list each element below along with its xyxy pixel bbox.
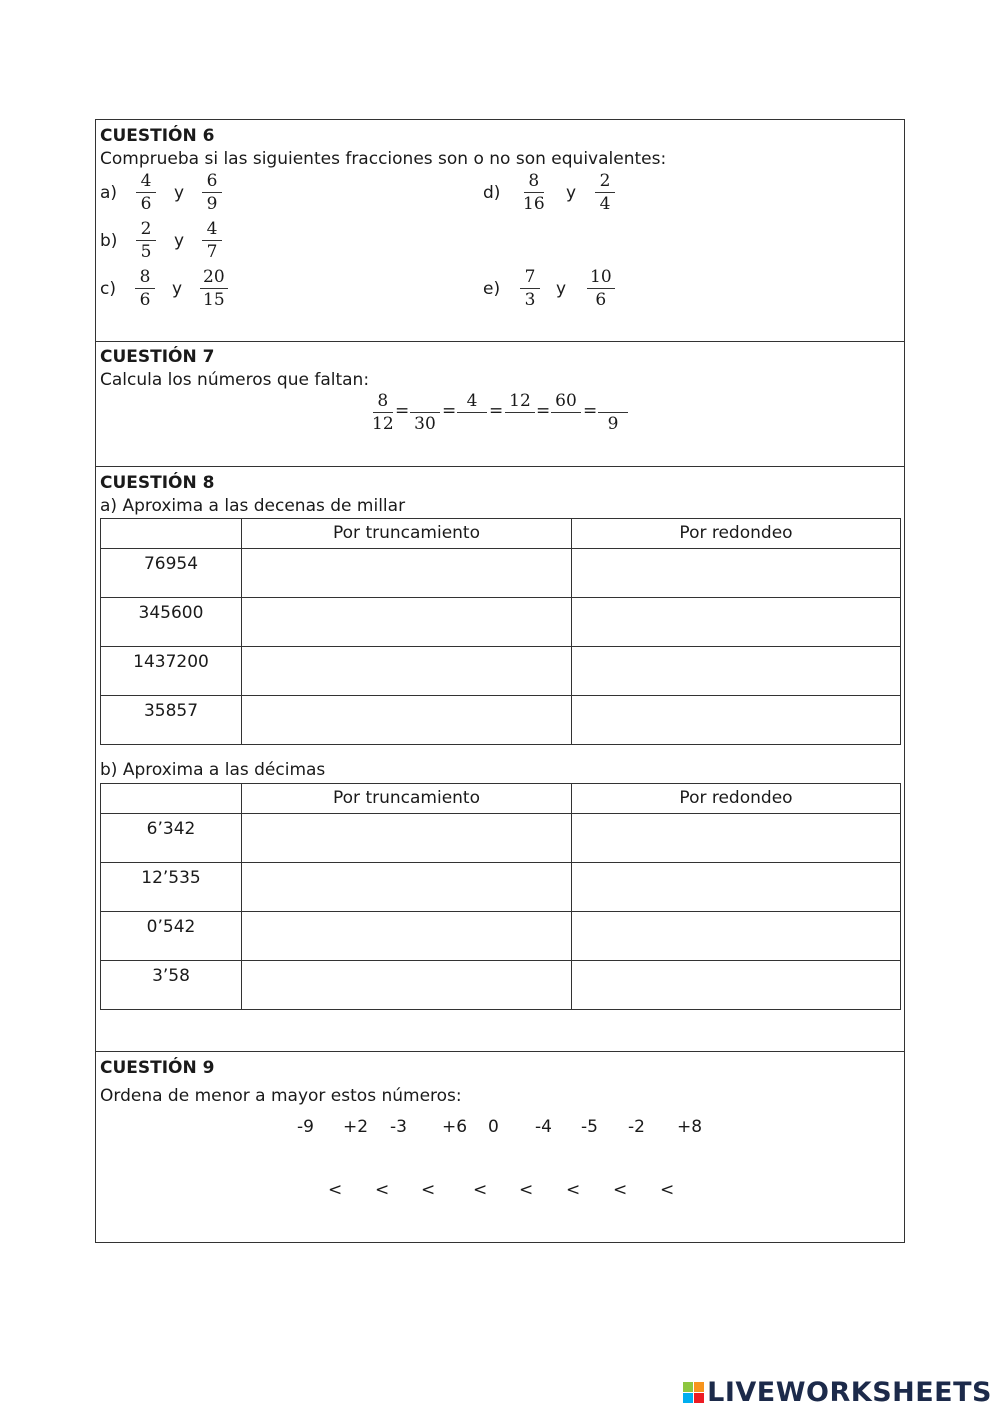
row-value: 0’542	[101, 912, 242, 961]
answer-cell-truncamiento[interactable]	[242, 598, 572, 647]
logo-text: LIVEWORKSHEETS	[707, 1377, 992, 1408]
header-cell-empty	[101, 519, 242, 549]
denominator: 16	[523, 194, 545, 214]
item-e-connector: y	[556, 279, 567, 299]
denominator: 5	[140, 242, 152, 262]
item-c-connector: y	[172, 279, 183, 299]
item-d-fraction-1	[520, 170, 548, 215]
table-row	[101, 814, 901, 863]
denominator: 3	[524, 290, 536, 310]
header-cell-empty	[101, 784, 242, 814]
item-d-label: d)	[483, 183, 501, 203]
less-than-sign: <	[613, 1180, 628, 1200]
header-truncamiento: Por truncamiento	[242, 519, 572, 549]
numerator: 6	[202, 170, 222, 193]
table-row	[101, 863, 901, 912]
header-redondeo: Por redondeo	[572, 519, 901, 549]
denominator: 6	[140, 194, 152, 214]
question-9-prompt: Ordena de menor a mayor estos números:	[100, 1086, 462, 1106]
table-row	[101, 647, 901, 696]
numerator: 8	[524, 170, 544, 193]
worksheet	[95, 119, 905, 1243]
question-8-section	[96, 467, 904, 1052]
item-a-label: a)	[100, 183, 118, 203]
item-a-fraction-1	[136, 170, 156, 215]
less-than-sign: <	[421, 1180, 436, 1200]
question-6-section	[96, 120, 904, 342]
question-7-prompt: Calcula los números que faltan:	[100, 370, 370, 390]
item-c-label: c)	[100, 279, 116, 299]
answer-cell-truncamiento[interactable]	[242, 696, 572, 745]
denominator: 6	[139, 290, 151, 310]
numerator: 4	[457, 390, 487, 413]
number-item: 0	[488, 1117, 499, 1137]
numerator: 10	[587, 266, 615, 289]
item-d-fraction-2	[595, 170, 615, 215]
number-item: -4	[535, 1117, 552, 1137]
equation-fraction-4[interactable]	[505, 390, 535, 435]
numerator: 7	[520, 266, 540, 289]
number-item: -3	[390, 1117, 407, 1137]
numerator: 60	[551, 390, 581, 413]
item-e-label: e)	[483, 279, 501, 299]
equals-sign: =	[583, 401, 598, 421]
answer-cell-truncamiento[interactable]	[242, 961, 572, 1010]
equation-fraction-3[interactable]	[457, 390, 487, 435]
row-value: 1437200	[101, 647, 242, 696]
table-header-row	[101, 519, 901, 549]
table-row	[101, 549, 901, 598]
answer-cell-redondeo[interactable]	[572, 961, 901, 1010]
table-row	[101, 961, 901, 1010]
equation-fraction-6[interactable]	[598, 390, 628, 435]
numerator: 20	[200, 266, 228, 289]
item-d-connector: y	[566, 183, 577, 203]
table-row	[101, 912, 901, 961]
denominator: 9	[607, 414, 619, 434]
row-value: 76954	[101, 549, 242, 598]
denominator: 12	[372, 414, 394, 434]
equals-sign: =	[395, 401, 410, 421]
row-value: 3’58	[101, 961, 242, 1010]
answer-cell-truncamiento[interactable]	[242, 647, 572, 696]
item-c-fraction-1	[135, 266, 155, 311]
numerator: 4	[136, 170, 156, 193]
denominator: 15	[203, 290, 225, 310]
equation-fraction-2[interactable]	[410, 390, 440, 435]
question-9-heading: CUESTIÓN 9	[100, 1058, 215, 1078]
part-b-title: b) Aproxima a las décimas	[100, 760, 326, 780]
part-b-table	[100, 783, 901, 1010]
item-b-connector: y	[174, 231, 185, 251]
numerator: 2	[136, 218, 156, 241]
answer-cell-truncamiento[interactable]	[242, 814, 572, 863]
answer-cell-redondeo[interactable]	[572, 912, 901, 961]
question-9-section	[96, 1052, 904, 1242]
item-b-fraction-1	[136, 218, 156, 263]
table-row	[101, 696, 901, 745]
table-header-row	[101, 784, 901, 814]
table-row	[101, 598, 901, 647]
logo-mark-icon	[683, 1382, 704, 1403]
row-value: 6’342	[101, 814, 242, 863]
answer-cell-redondeo[interactable]	[572, 549, 901, 598]
denominator-blank[interactable]	[510, 413, 530, 435]
numerator: 8	[373, 390, 393, 413]
question-8-heading: CUESTIÓN 8	[100, 473, 215, 493]
item-a-connector: y	[174, 183, 185, 203]
less-than-sign: <	[519, 1180, 534, 1200]
answer-cell-truncamiento[interactable]	[242, 549, 572, 598]
denominator: 9	[206, 194, 218, 214]
denominator: 30	[414, 414, 436, 434]
answer-cell-redondeo[interactable]	[572, 647, 901, 696]
logo-square-blue	[683, 1393, 693, 1403]
number-item: +2	[343, 1117, 369, 1137]
number-item: +8	[677, 1117, 703, 1137]
question-6-heading: CUESTIÓN 6	[100, 126, 215, 146]
item-a-fraction-2	[202, 170, 222, 215]
equation-fraction-5[interactable]	[551, 390, 581, 435]
less-than-sign: <	[566, 1180, 581, 1200]
equals-sign: =	[442, 401, 457, 421]
less-than-sign: <	[660, 1180, 675, 1200]
equals-sign: =	[489, 401, 504, 421]
equals-sign: =	[536, 401, 551, 421]
numerator-blank[interactable]	[410, 390, 440, 413]
part-a-title: a) Aproxima a las decenas de millar	[100, 496, 406, 516]
numerator-blank[interactable]	[598, 390, 628, 413]
logo-square-green	[683, 1382, 693, 1392]
number-item: -9	[297, 1117, 314, 1137]
answer-cell-truncamiento[interactable]	[242, 863, 572, 912]
question-6-prompt: Comprueba si las siguientes fracciones son o no son equivalentes:	[100, 149, 667, 169]
answer-cell-redondeo[interactable]	[572, 814, 901, 863]
answer-cell-truncamiento[interactable]	[242, 912, 572, 961]
answer-cell-redondeo[interactable]	[572, 696, 901, 745]
denominator-blank[interactable]	[462, 413, 482, 435]
denominator-blank[interactable]	[556, 413, 576, 435]
less-than-sign: <	[473, 1180, 488, 1200]
part-a-table	[100, 518, 901, 745]
denominator: 4	[599, 194, 611, 214]
numerator: 2	[595, 170, 615, 193]
denominator: 6	[595, 290, 607, 310]
numerator: 12	[505, 390, 535, 413]
numerator: 8	[135, 266, 155, 289]
less-than-sign: <	[375, 1180, 390, 1200]
header-truncamiento: Por truncamiento	[242, 784, 572, 814]
number-item: +6	[442, 1117, 468, 1137]
item-e-fraction-1	[520, 266, 540, 311]
question-7-section	[96, 342, 904, 467]
question-7-heading: CUESTIÓN 7	[100, 347, 215, 367]
answer-cell-redondeo[interactable]	[572, 863, 901, 912]
answer-cell-redondeo[interactable]	[572, 598, 901, 647]
item-b-label: b)	[100, 231, 118, 251]
logo-square-red	[694, 1393, 704, 1403]
less-than-sign: <	[328, 1180, 343, 1200]
liveworksheets-logo[interactable]	[683, 1377, 992, 1408]
logo-square-orange	[694, 1382, 704, 1392]
item-c-fraction-2	[200, 266, 228, 311]
number-item: -5	[581, 1117, 598, 1137]
item-b-fraction-2	[202, 218, 222, 263]
row-value: 345600	[101, 598, 242, 647]
row-value: 12’535	[101, 863, 242, 912]
row-value: 35857	[101, 696, 242, 745]
item-e-fraction-2	[587, 266, 615, 311]
number-item: -2	[628, 1117, 645, 1137]
equation-fraction-1	[369, 390, 397, 435]
numerator: 4	[202, 218, 222, 241]
header-redondeo: Por redondeo	[572, 784, 901, 814]
denominator: 7	[206, 242, 218, 262]
